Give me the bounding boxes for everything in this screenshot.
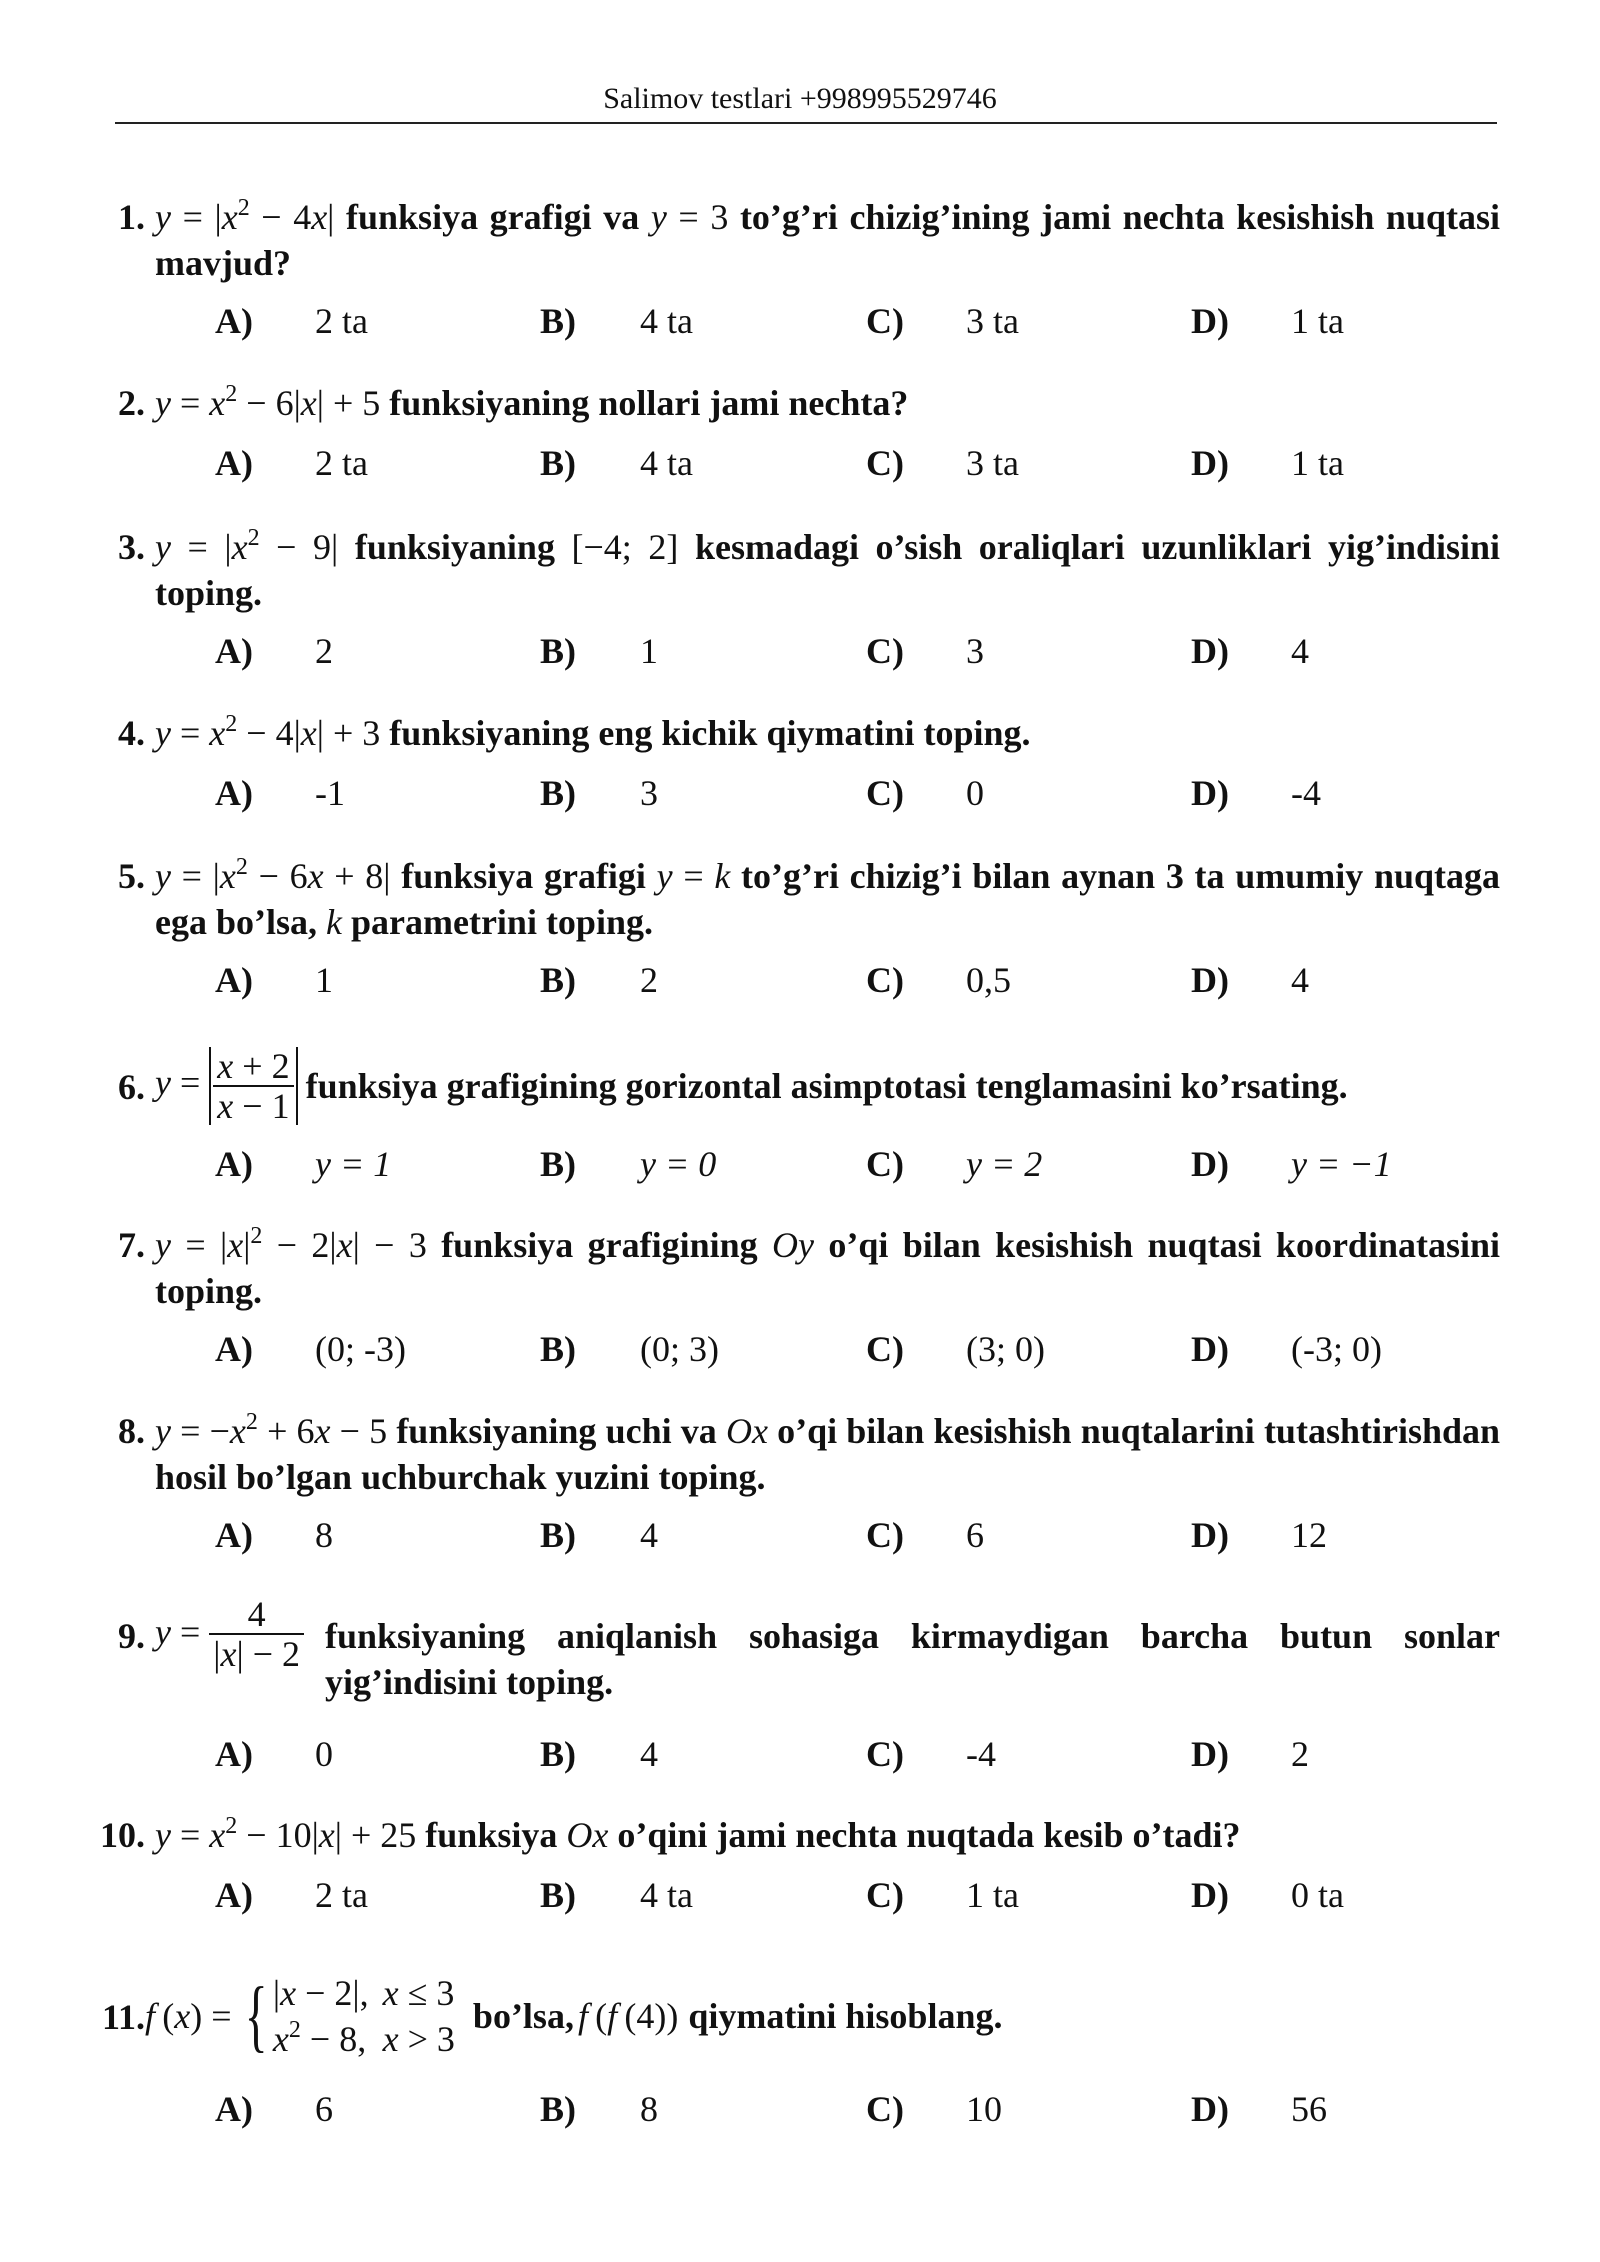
option-label: B) [540,631,576,671]
option-value: 8 [315,1515,333,1555]
option-label: C) [866,773,904,813]
option-value: y = 2 [966,1144,1043,1184]
option-value: y = −1 [1291,1144,1392,1184]
page-header: Salimov testlari +998995529746 [603,82,997,115]
option-label: A) [215,1144,253,1184]
formula: $y = x^2 - 10|x| + 25$ [155,1813,417,1855]
formula: [−4; 2] [571,527,679,567]
option-value: 4 [1291,631,1309,671]
formula: $y = |x|^2 - 2|x| - 3$ [155,1223,427,1265]
option-label: D) [1191,1329,1229,1369]
question-text: parametrini toping. [350,902,653,942]
question-text: o’qini jami nechta nuqtada kesib o’tadi? [617,1815,1241,1855]
question-text: kesmadagi o’sish oraliqlari uzunliklari yig’indisini toping. [155,527,1501,613]
option-label: D) [1191,1734,1229,1774]
formula: Ox [566,1815,609,1855]
option-value: 2 ta [315,443,368,483]
option-label: D) [1191,1515,1229,1555]
option-value: 6 [315,2089,333,2129]
option-label: B) [540,1734,576,1774]
question-text: to’g’ri chizig’i bilan aynan 3 ta umumiy nuqtaga ega bo’lsa, [155,856,1501,942]
formula: $y = |x^2 - 9|$ [155,525,339,567]
answer-options [215,1512,1415,1558]
answer-options [215,440,1415,486]
option-label: D) [1191,301,1229,341]
option-label: B) [540,1144,576,1184]
formula: $y = |x^2 - 4x|$ [155,195,335,237]
option-value: 2 [1291,1734,1309,1774]
option-value: 4 [640,1734,658,1774]
option-value: 2 ta [315,1875,368,1915]
option-label: C) [866,631,904,671]
answer-options [215,2086,1415,2132]
formula: Ox [725,1411,768,1451]
formula: y = k [656,856,731,896]
option-value: 1 [315,960,333,1000]
option-label: A) [215,1329,253,1369]
option-value: 3 [640,773,658,813]
option-value: 3 ta [966,301,1019,341]
option-value: 4 [640,1515,658,1555]
option-label: D) [1191,631,1229,671]
option-label: D) [1191,1144,1229,1184]
option-value: 0 ta [1291,1875,1344,1915]
option-label: B) [540,2089,576,2129]
formula: y = $\frac{4}{|x| - 2}$ [155,1595,304,1673]
answer-options [215,298,1415,344]
option-value: 4 [1291,960,1309,1000]
option-value: -4 [1291,773,1321,813]
option-value: 1 ta [1291,443,1344,483]
option-value: 1 ta [1291,301,1344,341]
question-text: funksiyaning eng kichik qiymatini toping. [389,713,1031,753]
formula: $y = -x^2 + 6x - 5$ [155,1409,388,1451]
question-8 [118,1408,1501,1555]
option-label: C) [866,2089,904,2129]
question-number: 6. [118,1067,145,1107]
option-value: -1 [315,773,345,813]
option-label: A) [215,1734,253,1774]
option-label: B) [540,1329,576,1369]
option-label: D) [1191,773,1229,813]
question-text: to’g’ri chizig’ining jami nechta kesishish nuqtasi mavjud? [155,197,1501,283]
option-value: 4 ta [640,1875,693,1915]
answer-options [215,1141,1415,1187]
formula: $y = |x^2 - 6x + 8|$ [155,854,391,896]
answer-options [215,1326,1415,1372]
formula: f (f (4)) [577,1996,679,2036]
answer-options [215,1731,1415,1777]
formula: Oy [771,1225,814,1265]
formula: y = $\frac{x + 2}{x - 1}$ [155,1047,298,1125]
question-text: funksiya grafigi [401,856,646,896]
option-value: (-3; 0) [1291,1329,1382,1369]
question-5 [118,853,1501,1000]
formula: $y = x^2 - 6|x| + 5$ [155,381,381,423]
question-10 [100,1812,1500,1915]
option-label: C) [866,1515,904,1555]
option-label: A) [215,1515,253,1555]
option-value: 4 ta [640,301,693,341]
option-value: 6 [966,1515,984,1555]
option-label: D) [1191,1875,1229,1915]
formula: k [326,902,342,942]
option-label: A) [215,773,253,813]
option-label: B) [540,960,576,1000]
question-number: 1. [118,197,145,237]
option-label: C) [866,1734,904,1774]
question-3 [118,524,1501,671]
option-value: 2 ta [315,301,368,341]
question-2 [118,380,1500,483]
question-text: funksiya grafigining [441,1225,758,1265]
option-label: D) [1191,443,1229,483]
option-value: 4 ta [640,443,693,483]
question-text: funksiyaning nollari jami nechta? [389,383,909,423]
option-label: C) [866,960,904,1000]
formula: $y = x^2 - 4|x| + 3$ [155,711,381,753]
option-value: (3; 0) [966,1329,1045,1369]
option-label: C) [866,1144,904,1184]
option-value: 1 ta [966,1875,1019,1915]
question-text: funksiya [425,1815,558,1855]
option-value: 0 [315,1734,333,1774]
option-label: D) [1191,2089,1229,2129]
question-number: 9. [118,1616,145,1656]
option-value: 12 [1291,1515,1327,1555]
question-text: qiymatini hisoblang. [688,1996,1003,2036]
option-label: A) [215,631,253,671]
option-label: A) [215,1875,253,1915]
formula: y = 3 [650,197,729,237]
option-label: D) [1191,960,1229,1000]
option-label: B) [540,301,576,341]
option-label: B) [540,443,576,483]
question-1 [118,194,1501,341]
question-number: 8. [118,1411,145,1451]
option-value: y = 0 [640,1144,717,1184]
question-number: 10. [100,1815,145,1855]
option-value: 10 [966,2089,1002,2129]
option-value: 56 [1291,2089,1327,2129]
option-label: A) [215,960,253,1000]
option-value: (0; -3) [315,1329,406,1369]
question-number: 4. [118,713,145,753]
question-number: 3. [118,527,145,567]
option-value: 2 [315,631,333,671]
option-label: A) [215,443,253,483]
option-value: 3 ta [966,443,1019,483]
option-label: C) [866,1329,904,1369]
question-number: 7. [118,1225,145,1265]
question-number: 5. [118,856,145,896]
option-value: 8 [640,2089,658,2129]
option-label: B) [540,1515,576,1555]
answer-options [215,957,1415,1003]
header-rule [115,122,1497,124]
option-value: y = 1 [315,1144,392,1184]
formula: f ( x ) = { |x − 2|, x ≤ 3 $x^2 - 8$, x > 3 [145,1972,455,2060]
question-7 [118,1222,1501,1369]
option-label: A) [215,2089,253,2129]
answer-options [215,628,1415,674]
question-text: funksiya grafigining gorizontal asimptotasi tenglamasini ko’rsating. [305,1066,1348,1106]
option-value: 0 [966,773,984,813]
question-text: bo’lsa, [472,1996,574,2036]
question-number: 11. [101,1997,145,2037]
option-value: 1 [640,631,658,671]
option-label: A) [215,301,253,341]
option-value: 0,5 [966,960,1011,1000]
question-text: o’qi bilan kesishish nuqtasi koordinatasini toping. [155,1225,1501,1311]
option-label: B) [540,1875,576,1915]
question-text: o’qi bilan kesishish nuqtalarini tutashtirishdan hosil bo’lgan uchburchak yuzini toping. [155,1411,1501,1497]
question-6 [118,1040,1500,1184]
answer-options [215,1872,1415,1918]
option-value: (0; 3) [640,1329,719,1369]
option-label: C) [866,443,904,483]
option-value: 3 [966,631,984,671]
question-text: funksiyaning uchi va [396,1411,717,1451]
question-9 [118,1594,1500,1774]
question-text: funksiyaning aniqlanish sohasiga kirmaydigan barcha butun sonlar yig’indisini toping. [325,1616,1500,1702]
question-text: funksiyaning [354,527,555,567]
option-label: C) [866,301,904,341]
question-text: funksiya grafigi va [346,197,640,237]
answer-options [215,770,1415,816]
question-number: 2. [118,383,145,423]
option-value: -4 [966,1734,996,1774]
option-label: C) [866,1875,904,1915]
question-4 [118,710,1500,813]
option-value: 2 [640,960,658,1000]
question-11 [101,1960,1500,2129]
option-label: B) [540,773,576,813]
